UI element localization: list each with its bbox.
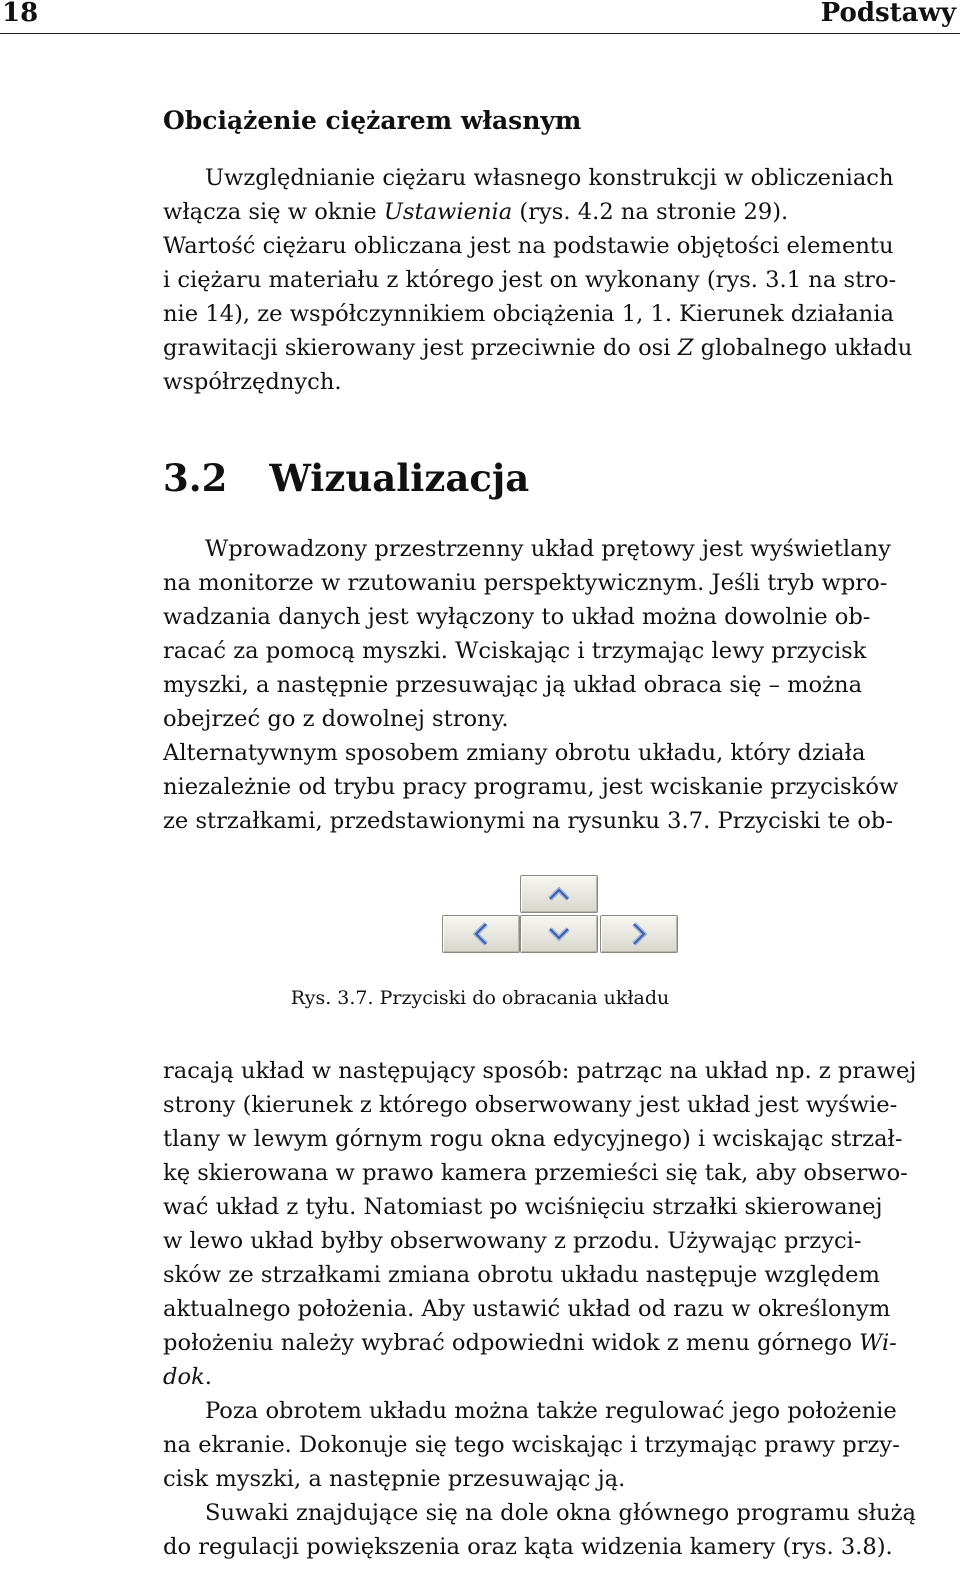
page-header bbox=[0, 0, 960, 34]
rotation-buttons-figure bbox=[440, 873, 682, 957]
text-line: i ciężaru materiału z którego jest on wykonany (rys. 3.1 na stro- bbox=[163, 267, 897, 293]
rotate-up-button[interactable] bbox=[520, 875, 598, 913]
header-rule bbox=[0, 33, 960, 34]
figure-caption: Rys. 3.7. Przyciski do obracania układu bbox=[290, 987, 670, 1009]
chevron-up-icon bbox=[546, 885, 572, 903]
text-line: Suwaki znajdujące się na dole okna głównego programu służą bbox=[205, 1500, 916, 1526]
text-line: strony (kierunek z którego obserwowany jest układ jest wyświe- bbox=[163, 1092, 898, 1118]
text-line: racać za pomocą myszki. Wciskając i trzymając lewy przycisk bbox=[163, 638, 867, 664]
paragraph-rotation-description bbox=[163, 1054, 958, 1564]
text-line: Uwzględnianie ciężaru własnego konstrukcji w obliczeniach bbox=[205, 165, 894, 191]
text-line: obejrzeć go z dowolnej strony. bbox=[163, 706, 509, 732]
text-line: współrzędnych. bbox=[163, 369, 342, 395]
text-line: wać układ z tyłu. Natomiast po wciśnięciu strzałki skierowanej bbox=[163, 1194, 883, 1220]
text-line: dok. bbox=[163, 1364, 212, 1390]
menu-name-emphasis: dok bbox=[163, 1364, 205, 1390]
section-number: 3.2 bbox=[163, 456, 228, 500]
text-line: na monitorze w rzutowaniu perspektywicznym. Jeśli tryb wpro- bbox=[163, 570, 888, 596]
text-line: myszki, a następnie przesuwając ją układ obraca się – można bbox=[163, 672, 863, 698]
text-line: aktualnego położenia. Aby ustawić układ od razu w określonym bbox=[163, 1296, 891, 1322]
text-line: Wprowadzony przestrzenny układ prętowy jest wyświetlany bbox=[205, 536, 891, 562]
chevron-down-icon bbox=[546, 925, 572, 943]
paragraph-visualization bbox=[163, 532, 958, 838]
chevron-left-icon bbox=[470, 921, 492, 947]
section-heading bbox=[163, 456, 529, 500]
chevron-right-icon bbox=[628, 921, 650, 947]
text-line: włącza się w oknie Ustawienia (rys. 4.2 na stronie 29). bbox=[163, 199, 789, 225]
text-line: ze strzałkami, przedstawionymi na rysunku 3.7. Przyciski te ob- bbox=[163, 808, 894, 834]
text-line: cisk myszki, a następnie przesuwając ją. bbox=[163, 1466, 626, 1492]
text-line: tlany w lewym górnym rogu okna edycyjnego) i wciskając strzał- bbox=[163, 1126, 903, 1152]
text-line: wadzania danych jest wyłączony to układ można dowolnie ob- bbox=[163, 604, 871, 630]
paragraph-heading: Obciążenie ciężarem własnym bbox=[163, 106, 582, 135]
axis-symbol: Z bbox=[677, 335, 694, 361]
section-title: Wizualizacja bbox=[269, 456, 530, 500]
text-line: nie 14), ze współczynnikiem obciążenia 1, 1. Kierunek działania bbox=[163, 301, 894, 327]
text-line: położeniu należy wybrać odpowiedni widok z menu górnego Wi- bbox=[163, 1330, 897, 1356]
text-line: Poza obrotem układu można także regulować jego położenie bbox=[205, 1398, 897, 1424]
text-line: Wartość ciężaru obliczana jest na podstawie objętości elementu bbox=[163, 233, 894, 259]
text-line: Alternatywnym sposobem zmiany obrotu układu, który działa bbox=[163, 740, 866, 766]
rotate-right-button[interactable] bbox=[600, 915, 678, 953]
running-title: Podstawy bbox=[820, 0, 956, 28]
text-line: racają układ w następujący sposób: patrząc na układ np. z prawej bbox=[163, 1058, 917, 1084]
window-name-emphasis: Ustawienia bbox=[383, 199, 513, 225]
text-line: sków ze strzałkami zmiana obrotu układu następuje względem bbox=[163, 1262, 880, 1288]
text-line: na ekranie. Dokonuje się tego wciskając i trzymając prawy przy- bbox=[163, 1432, 900, 1458]
text-line: niezależnie od trybu pracy programu, jest wciskanie przycisków bbox=[163, 774, 899, 800]
paragraph-self-weight bbox=[163, 161, 958, 399]
rotate-down-button[interactable] bbox=[520, 915, 598, 953]
page-number: 18 bbox=[2, 0, 39, 28]
text-line: grawitacji skierowany jest przeciwnie do osi Z globalnego układu bbox=[163, 335, 913, 361]
rotate-left-button[interactable] bbox=[442, 915, 520, 953]
text-line: kę skierowana w prawo kamera przemieści się tak, aby obserwo- bbox=[163, 1160, 908, 1186]
text-line: do regulacji powiększenia oraz kąta widzenia kamery (rys. 3.8). bbox=[163, 1534, 893, 1560]
text-line: w lewo układ byłby obserwowany z przodu. Używając przyci- bbox=[163, 1228, 862, 1254]
menu-name-emphasis: Wi- bbox=[859, 1330, 897, 1356]
